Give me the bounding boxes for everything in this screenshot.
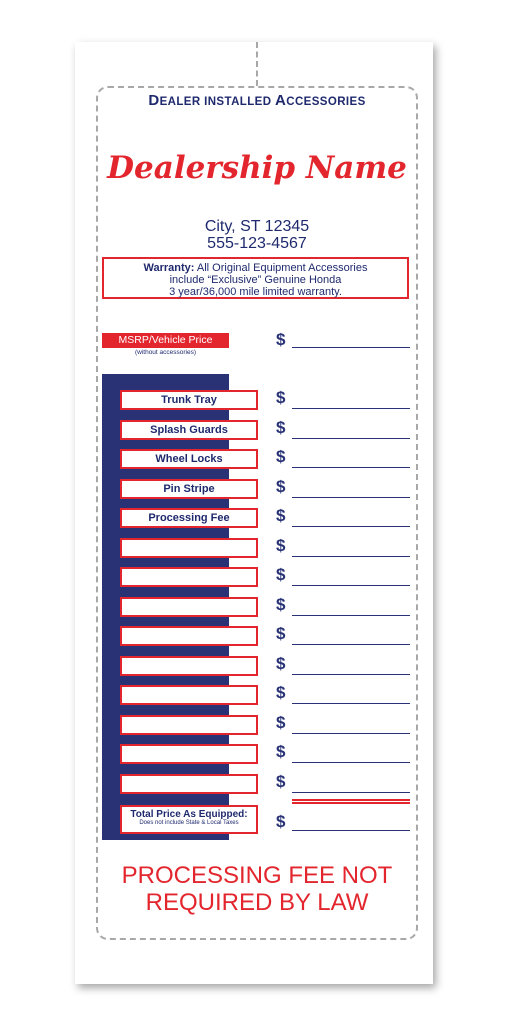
accessory-price-line[interactable] [292,438,410,439]
accessory-item-box[interactable]: Processing Fee [120,508,258,528]
accessory-dollar-sign: $ [276,742,286,761]
dealership-name: Dealership Name [107,150,407,186]
msrp-dollar-sign: $ [276,330,286,349]
accessory-item-box[interactable]: Splash Guards [120,420,258,440]
accessory-dollar-sign: $ [276,683,286,702]
total-label: Total Price As Equipped: [130,809,248,820]
accessory-item-box[interactable]: Trunk Tray [120,390,258,410]
accessory-price-line[interactable] [292,526,410,527]
accessory-dollar-sign: $ [276,535,286,555]
accessory-item-box[interactable]: Pin Stripe [120,479,258,499]
total-dollar-sign: $ [276,812,286,831]
accessory-price-line[interactable] [292,556,410,557]
accessory-price-line[interactable] [292,615,410,616]
total-price-line[interactable] [292,830,410,831]
total-sublabel: Does not include State & Local Taxes [139,820,239,826]
accessory-dollar-sign: $ [276,506,286,525]
warranty-box [102,257,409,299]
warranty-line-2: include “Exclusive” Genuine Honda [169,274,342,286]
notice-line-1: PROCESSING FEE NOT [121,862,393,889]
tear-line [256,42,258,86]
accessory-item-box[interactable] [120,715,258,735]
heading-rest-2: CCESSORIES [286,96,366,108]
accessory-dollar-sign: $ [276,594,286,614]
heading-rest-1: EALER INSTALLED [159,96,275,108]
accessory-price-line[interactable] [292,467,410,468]
warranty-text-1: All Original Equipment Accessories [194,262,368,274]
accessory-price-line[interactable] [292,733,410,734]
accessory-price-line[interactable] [292,497,410,498]
accessory-dollar-sign: $ [276,771,286,791]
warranty-line-3: 3 year/36,000 mile limited warranty. [169,286,342,298]
warranty-label: Warranty: [143,262,195,274]
accessory-dollar-sign: $ [276,653,286,673]
processing-fee-notice [96,862,418,916]
accessory-dollar-sign: $ [276,624,286,643]
accessory-item-box[interactable] [120,626,258,646]
phone-number: 555-123-4567 [207,235,307,252]
accessory-item-box[interactable] [120,597,258,617]
accessory-item-box[interactable] [120,538,258,558]
warranty-line-1 [104,262,407,274]
accessory-price-line[interactable] [292,792,410,793]
heading-cap-a: A [275,92,287,109]
msrp-price-line[interactable] [292,347,410,348]
accessory-item-box[interactable] [120,656,258,676]
total-label-box [120,805,258,834]
notice-line-2: REQUIRED BY LAW [145,889,369,916]
accessory-item-box[interactable] [120,685,258,705]
msrp-sublabel: (without accessories) [134,349,197,356]
accessory-dollar-sign: $ [276,565,286,584]
dealer-address [96,218,418,252]
accessory-price-line[interactable] [292,585,410,586]
msrp-label: MSRP/Vehicle Price [102,333,229,348]
accessory-dollar-sign: $ [276,388,286,407]
accessory-price-line[interactable] [292,762,410,763]
accessory-dollar-sign: $ [276,712,286,732]
accessory-item-box[interactable] [120,774,258,794]
city-line: City, ST 12345 [204,218,310,235]
accessory-price-line[interactable] [292,644,410,645]
heading-cap-d: D [148,92,160,109]
accessory-price-line[interactable] [292,703,410,704]
accessory-price-line[interactable] [292,408,410,409]
heading-title [96,92,418,109]
accessory-dollar-sign: $ [276,417,286,437]
accessory-item-box[interactable] [120,744,258,764]
accessory-item-box[interactable] [120,567,258,587]
total-divider [292,799,410,804]
accessory-dollar-sign: $ [276,447,286,466]
accessory-price-line[interactable] [292,674,410,675]
accessory-item-box[interactable]: Wheel Locks [120,449,258,469]
accessory-dollar-sign: $ [276,476,286,496]
